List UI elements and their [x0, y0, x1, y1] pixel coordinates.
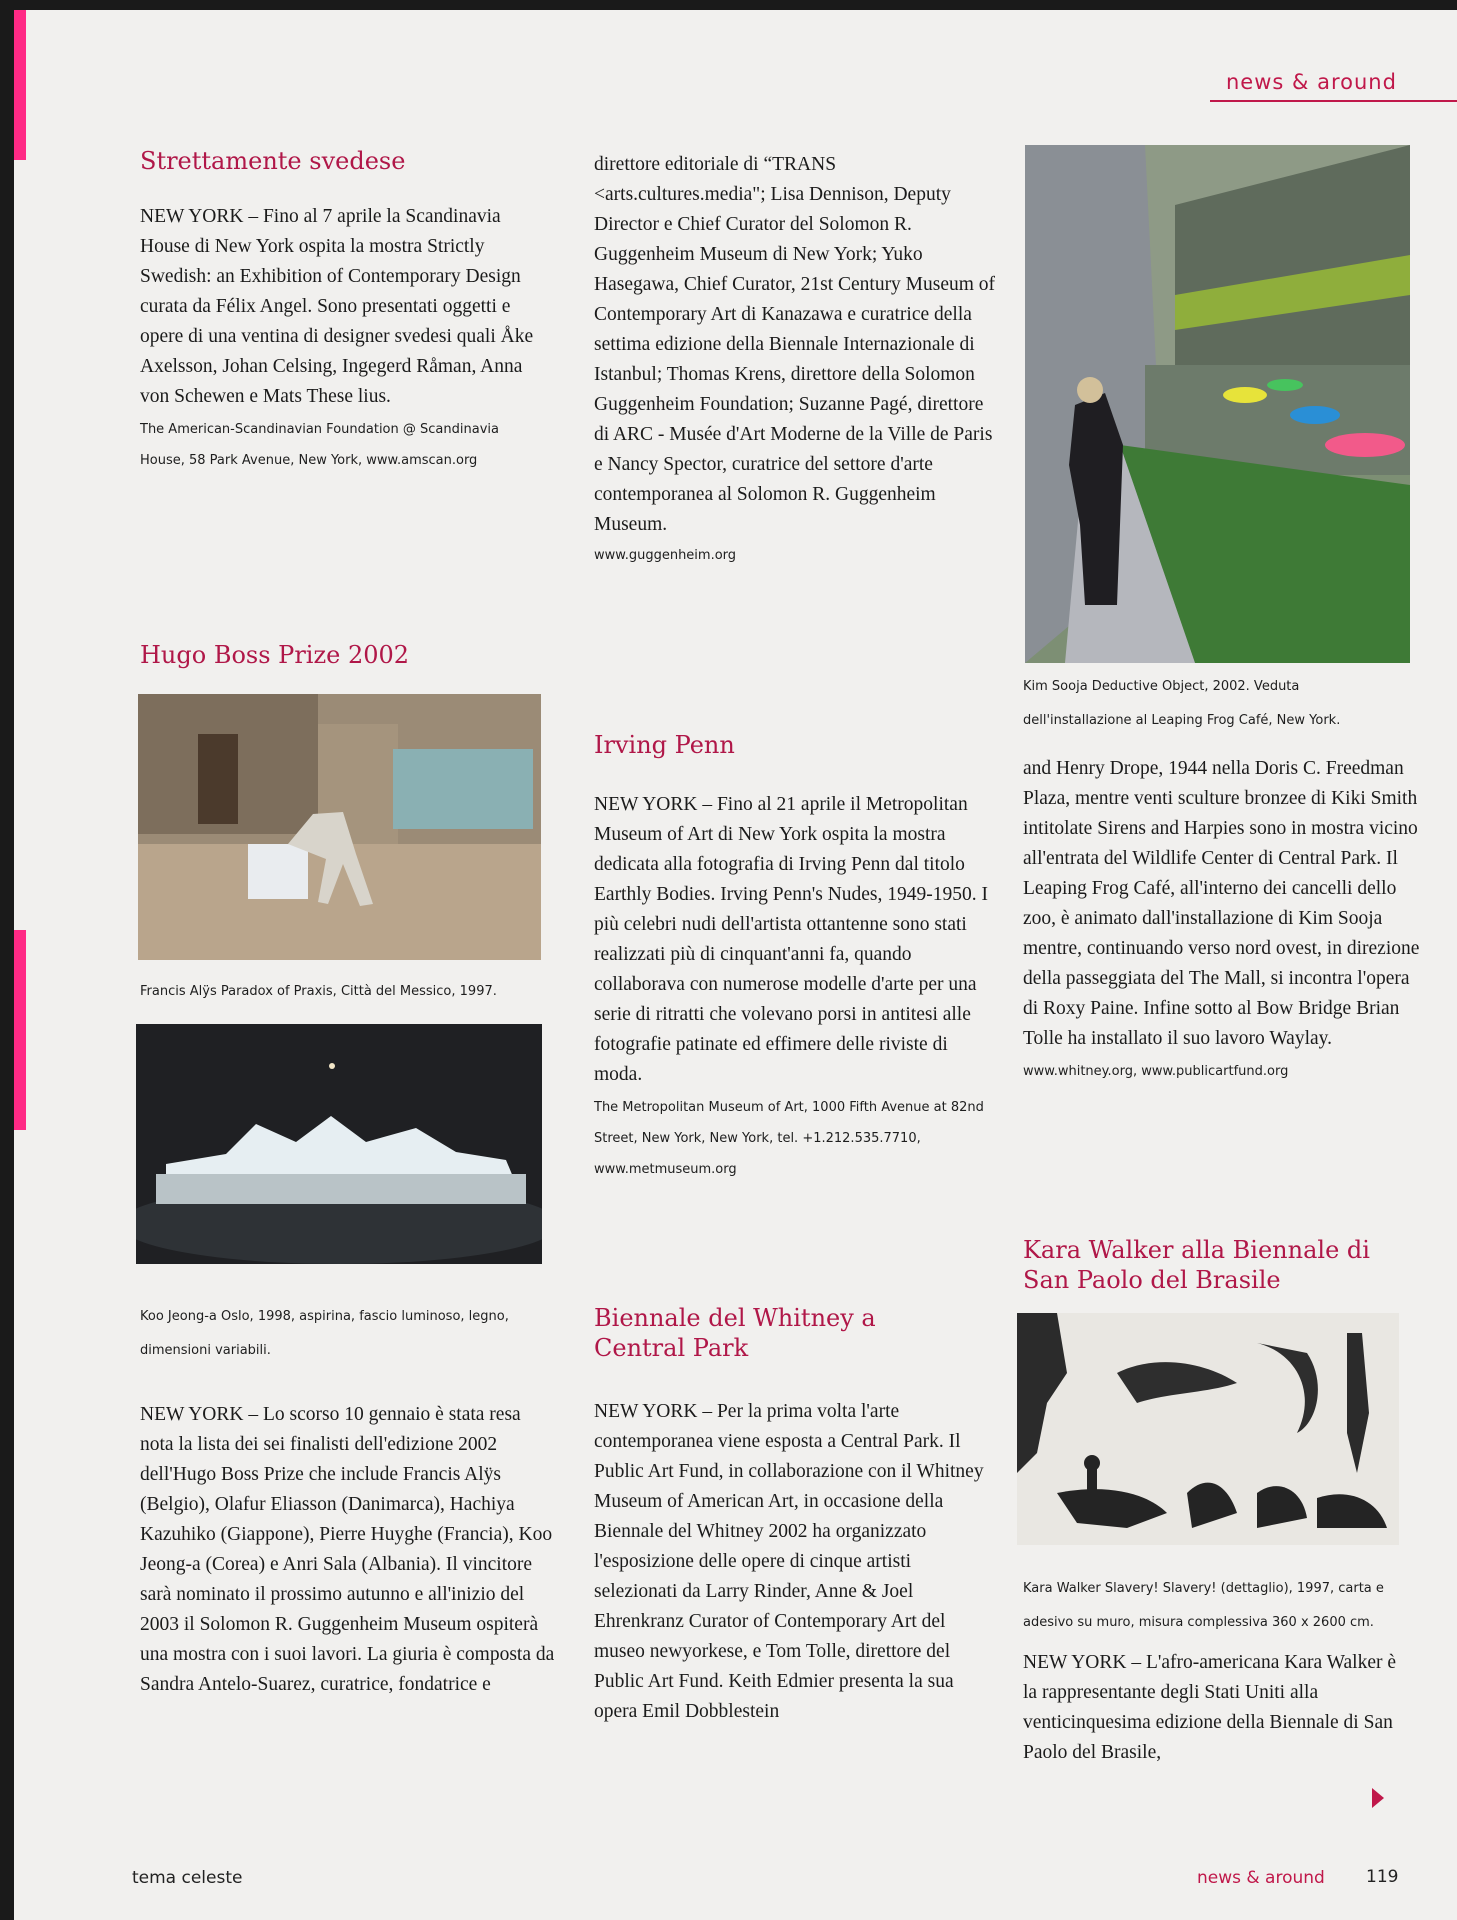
- caption-alys: Francis Alÿs Paradox of Praxis, Città del Messico, 1997.: [140, 984, 497, 999]
- whitney-links[interactable]: www.whitney.org, www.publicartfund.org: [1023, 1064, 1289, 1079]
- article-body: NEW YORK – Fino al 21 aprile il Metropolitan Museum of Art di New York ospita la mostra dedicata alla fotografia di Irving Penn dal titolo Earthly Bodies. Irving Penn's Nudes, 1949-1950. I più celebri nudi dell'artista ottantenne sono stati realizzati più di cinquant'anni fa, quando collaborava con numerose modelle d'arte per una serie di ritratti che volevano porsi in antitesi alle fotografie patinate ed effimere delle riviste di moda.: [594, 794, 989, 1085]
- kara-walker-body: NEW YORK – L'afro-americana Kara Walker è la rappresentante degli Stati Uniti alla venticinquesima edizione della Biennale di San Paolo del Brasile,: [1023, 1652, 1396, 1763]
- footer-section: news & around: [1197, 1868, 1325, 1888]
- article-whitney-biennale: [594, 1303, 999, 1727]
- article-kara-walker: [1023, 1235, 1423, 1295]
- pink-page-tab-bottom: [14, 930, 26, 1130]
- caption-kara-walker: Kara Walker Slavery! Slavery! (dettaglio), 1997, carta e adesivo su muro, misura complessiva 360 x 2600 cm.: [1023, 1581, 1384, 1630]
- hugo-boss-body: NEW YORK – Lo scorso 10 gennaio è stata resa nota la lista dei sei finalisti dell'edizione 2002 dell'Hugo Boss Prize che include Francis Alÿs (Belgio), Olafur Eliasson (Danimarca), Hachiya Kazuhiko (Giappone), Pierre Huyghe (Francia), Koo Jeong-a (Corea) e Anri Sala (Albania). Il vincitore sarà nominato il prossimo autunno e all'inizio del 2003 il Solomon R. Guggenheim Museum ospiterà una mostra con i suoi lavori. La giuria è composta da Sandra Antelo-Suarez, curatrice, fondatrice e: [140, 1404, 555, 1695]
- venue-info: The Metropolitan Museum of Art, 1000 Fifth Avenue at 82nd Street, New York, New York, tel. +1.212.535.7710, www.metmuseum.org: [594, 1100, 984, 1177]
- hugo-boss-body-continued: direttore editoriale di “TRANS <arts.cultures.media"; Lisa Dennison, Deputy Director e Chief Curator del Solomon R. Guggenheim Museum di New York; Yuko Hasegawa, Chief Curator, 21st Century Museum of Contemporary Art di Kanazawa e curatrice della settima edizione della Biennale Internazionale di Istanbul; Thomas Krens, direttore della Solomon Guggenheim Foundation; Suzanne Pagé, direttore di ARC - Musée d'Art Moderne de la Ville de Paris e Nancy Spector, curatrice del settore d'arte contemporanea al Solomon R. Guggenheim Museum.: [594, 154, 996, 535]
- article-irving-penn: [594, 730, 999, 1185]
- photo-koo-jeong-a-oslo: [136, 1024, 542, 1264]
- article-strettamente-svedese: [140, 146, 555, 476]
- section-header: news & around: [1226, 70, 1397, 94]
- footer-page-number: 119: [1366, 1867, 1399, 1887]
- article-title: Irving Penn: [594, 731, 735, 759]
- caption-koo-jeong-a: Koo Jeong-a Oslo, 1998, aspirina, fascio luminoso, legno, dimensioni variabili.: [140, 1309, 509, 1358]
- pink-page-tab-top: [14, 10, 26, 160]
- footer-magazine-name: tema celeste: [132, 1868, 243, 1888]
- hugo-boss-continued: [594, 150, 999, 571]
- article-title: Kara Walker alla Biennale di San Paolo del Brasile: [1023, 1236, 1370, 1294]
- article-body: NEW YORK – Fino al 7 aprile la Scandinavia House di New York ospita la mostra Strictly Swedish: an Exhibition of Contemporary Design curata da Félix Angel. Sono presentati oggetti e opere di una ventina di designer svedesi quali Åke Axelsson, Johan Celsing, Ingegerd Råman, Anna von Schewen e Mats These lius.: [140, 206, 534, 407]
- guggenheim-link[interactable]: www.guggenheim.org: [594, 548, 737, 563]
- magazine-page: [14, 10, 1457, 1920]
- photo-kara-walker-slavery: [1017, 1313, 1399, 1545]
- article-body: NEW YORK – Per la prima volta l'arte contemporanea viene esposta a Central Park. Il Public Art Fund, in collaborazione con il Whitney Museum of American Art, in occasione della Biennale del Whitney 2002 ha organizzato l'esposizione delle opere di cinque artisti selezionati da Larry Rinder, Anne & Joel Ehrenkranz Curator of Contemporary Art del museo newyorkese, e Tom Tolle, direttore del Public Art Fund. Keith Edmier presenta la sua opera Emil Dobblestein: [594, 1401, 984, 1722]
- caption-kim-sooja: Kim Sooja Deductive Object, 2002. Veduta dell'installazione al Leaping Frog Café, New York.: [1023, 679, 1341, 728]
- continue-arrow-icon: [1372, 1788, 1384, 1808]
- article-title: Strettamente svedese: [140, 147, 406, 175]
- whitney-continued: [1023, 754, 1423, 1087]
- photo-alys-paradox-of-praxis: [138, 694, 541, 960]
- article-title-hugo-boss: Hugo Boss Prize 2002: [140, 641, 410, 669]
- venue-info: The American-Scandinavian Foundation @ Scandinavia House, 58 Park Avenue, New York, www.amscan.org: [140, 422, 499, 468]
- section-header-rule: [1210, 100, 1457, 102]
- photo-kim-sooja-deductive-object: [1025, 145, 1410, 663]
- whitney-body-continued: and Henry Drope, 1944 nella Doris C. Freedman Plaza, mentre venti sculture bronzee di Kiki Smith intitolate Sirens and Harpies sono in mostra vicino all'entrata del Wildlife Center di Central Park. Il Leaping Frog Café, all'interno dei cancelli dello zoo, è animato dall'installazione di Kim Sooja mentre, continuando verso nord ovest, in direzione della passeggiata del The Mall, si incontra l'opera di Roxy Paine. Infine sotto al Bow Bridge Brian Tolle ha installato il suo lavoro Waylay.: [1023, 758, 1420, 1049]
- article-title: Biennale del Whitney a Central Park: [594, 1304, 876, 1362]
